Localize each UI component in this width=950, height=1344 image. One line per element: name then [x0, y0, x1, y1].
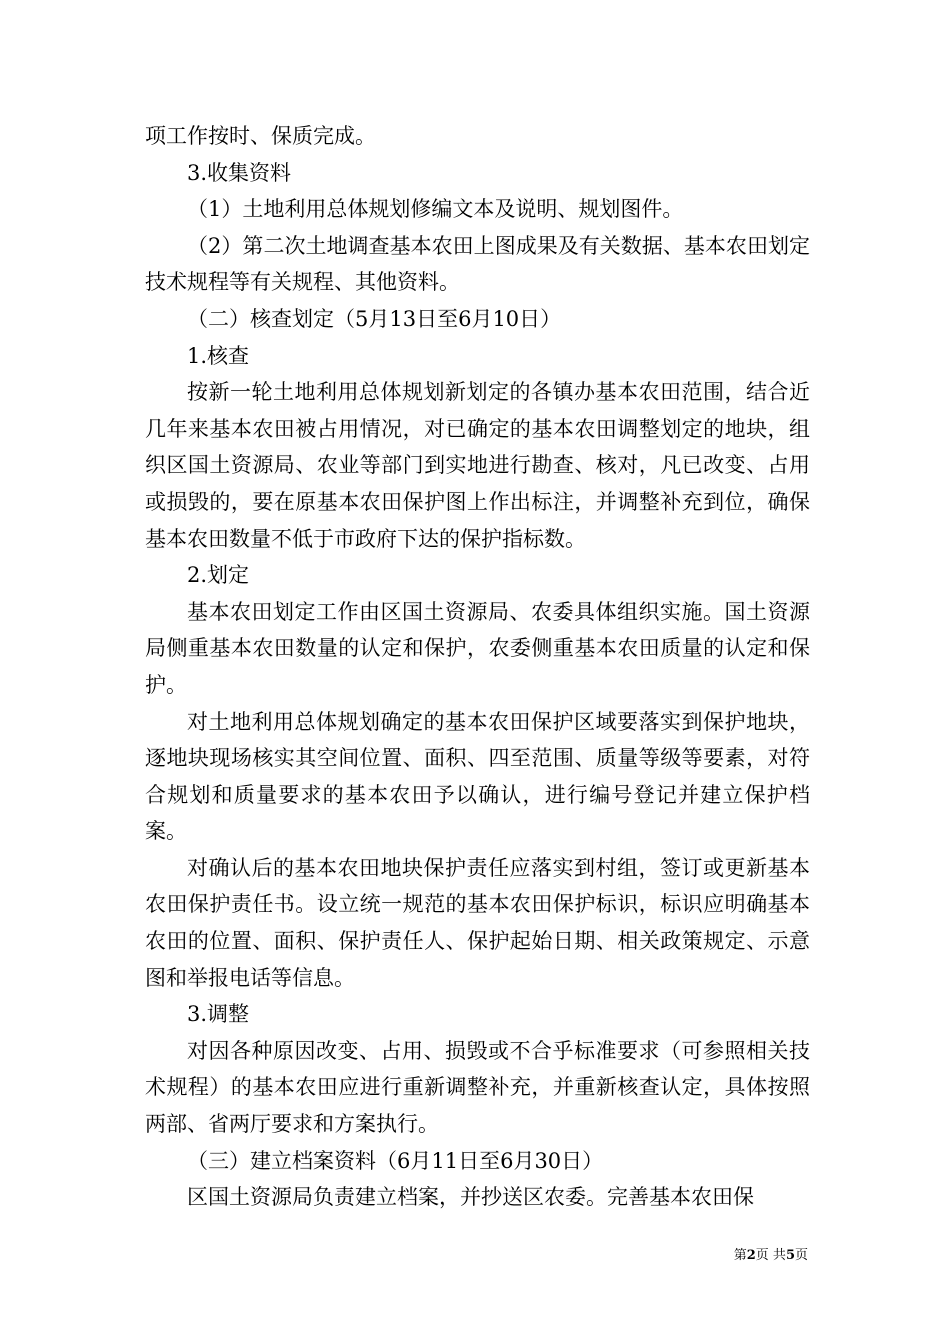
footer-suffix: 页 [794, 1248, 808, 1263]
footer-middle: 页 共 [755, 1248, 786, 1263]
list-item-1: （1）土地利用总体规划修编文本及说明、规划图件。 [187, 197, 684, 222]
paragraph-verify: 按新一轮土地利用总体规划新划定的各镇办基本农田范围，结合近几年来基本农田被占用情况，对已确定的基本农田调整划定的地块，组织区国土资源局、农业等部门到实地进行勘查、核对，凡已改变、占用或损毁的，要在原基本农田保护图上作出标注，并调整补充到位，确保基本农田数量不低于市政府下达的保护指标数。 [145, 380, 810, 551]
page-footer [734, 1244, 808, 1263]
footer-page-number: 2 [746, 1248, 756, 1263]
paragraph-archive: 区国土资源局负责建立档案，并抄送区农委。完善基本农田保 [187, 1185, 754, 1210]
paragraph-delimit-1: 基本农田划定工作由区国土资源局、农委具体组织实施。国土资源局侧重基本农田数量的认定和保护，农委侧重基本农田质量的认定和保护。 [145, 599, 810, 697]
list-item-2: （2）第二次土地调查基本农田上图成果及有关数据、基本农田划定技术规程等有关规程、其他资料。 [145, 233, 810, 295]
paragraph-adjust: 对因各种原因改变、占用、损毁或不合乎标准要求（可参照相关技术规程）的基本农田应进行重新调整补充，并重新核查认定，具体按照两部、省两厅要求和方案执行。 [145, 1038, 810, 1137]
section-heading-archive: （三）建立档案资料（6月11日至6月30日） [187, 1148, 604, 1173]
footer-prefix: 第 [733, 1248, 747, 1263]
heading-verify: 1.核查 [187, 343, 250, 368]
heading-adjust: 3.调整 [187, 1002, 250, 1027]
paragraph-delimit-2: 对土地利用总体规划确定的基本农田保护区域要落实到保护地块，逐地块现场核实其空间位置、面积、四至范围、质量等级等要素，对符合规划和质量要求的基本农田予以确认，进行编号登记并建立保护档案。 [145, 709, 810, 844]
heading-delimit: 2.划定 [187, 563, 250, 588]
paragraph-delimit-3: 对确认后的基本农田地块保护责任应落实到村组，签订或更新基本农田保护责任书。设立统一规范的基本农田保护标识，标识应明确基本农田的位置、面积、保护责任人、保护起始日期、相关政策规定、示意图和举报电话等信息。 [145, 855, 810, 990]
document-body [145, 118, 810, 1216]
footer-total-pages: 5 [785, 1248, 795, 1263]
paragraph-1: 项工作按时、保质完成。 [145, 124, 376, 148]
heading-collect-materials: 3.收集资料 [187, 160, 292, 185]
section-heading-verify: （二）核查划定（5月13日至6月10日） [187, 306, 562, 331]
